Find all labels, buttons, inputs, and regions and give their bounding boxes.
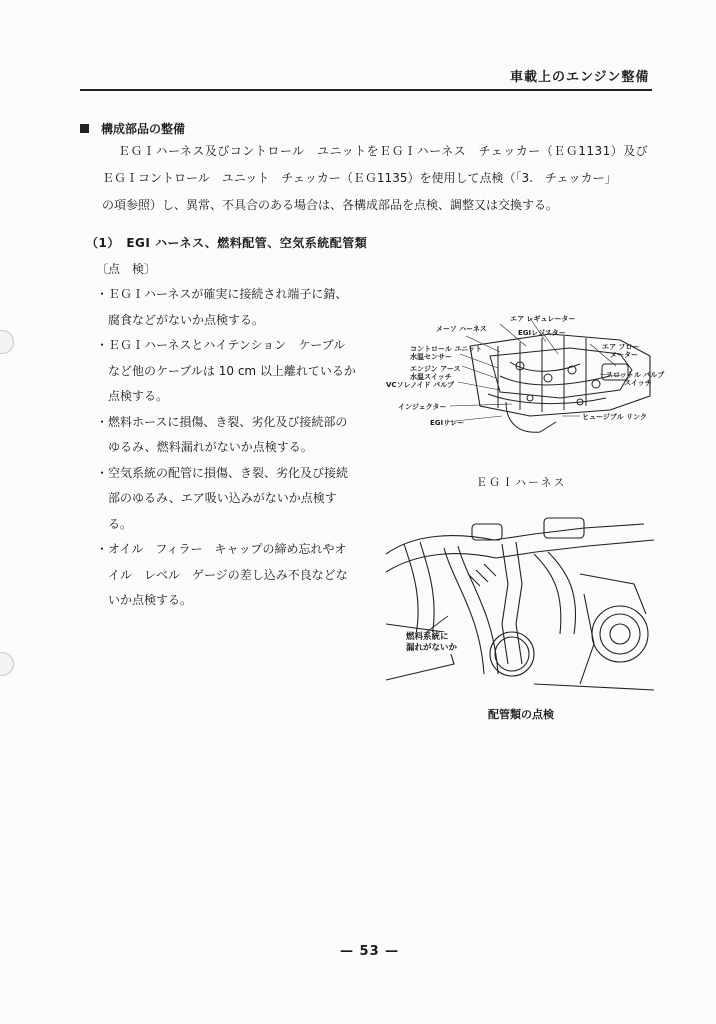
inspect-label: 〔点 検〕	[96, 262, 157, 276]
square-bullet-icon	[80, 124, 89, 133]
paragraph-line: ＥＧＩハーネス及びコントロール ユニットをＥＧＩハーネス チェッカー（ＥＧ1131）及び	[118, 144, 649, 158]
label-injector: インジェクター	[398, 403, 447, 411]
list-line: ・燃料ホースに損傷、き裂、劣化及び接続部の	[96, 414, 348, 429]
piping-inspection-figure	[384, 514, 656, 700]
inspection-list	[96, 282, 376, 614]
label-water-temp-sensor: 水温センサー	[410, 353, 452, 361]
label-throttle-valve-1: スロットル バルブ	[606, 371, 665, 379]
label-throttle-valve-2: スイッチ	[624, 379, 652, 387]
section-heading	[80, 120, 185, 137]
list-line: る。	[96, 516, 133, 531]
label-fusible-link: ヒュージブル リンク	[582, 413, 647, 421]
figure2-caption: 配管類の点検	[488, 708, 554, 721]
list-line: イル レベル ゲージの差し込み不良などな	[96, 567, 348, 582]
callout-fuel-1: 燃料系統に	[406, 632, 449, 642]
label-vc-solenoid-valve: VCソレノイド バルブ	[386, 381, 455, 389]
list-line: 部のゆるみ、エア吸い込みがないか点検す	[96, 491, 337, 505]
list-line: ・オイル フィラー キャップの締め忘れやオ	[96, 542, 347, 556]
list-line: ・空気系統の配管に損傷、き裂、劣化及び接続	[96, 465, 349, 480]
list-line: ・ＥＧＩハーネスとハイテンション ケーブル	[96, 338, 346, 352]
list-line: など他のケーブルは 10 cm 以上離れているか	[96, 363, 356, 378]
label-air-regulator: エア レギュレーター	[510, 315, 576, 323]
list-line: ・ＥＧＩハーネスが確実に接続され端子に錆、	[96, 287, 348, 301]
egi-harness-figure	[370, 306, 665, 446]
list-line: 腐食などがないか点検する。	[96, 312, 265, 327]
subsection-heading: （1） EGI ハーネス、燃料配管、空気系統配管類	[86, 236, 368, 250]
label-main-harness: メーソ ハーネス	[436, 325, 487, 333]
callout-fuel-2: 漏れがないか	[406, 643, 458, 653]
section-heading-text: 構成部品の整備	[101, 122, 186, 136]
label-engine-ground: エンジン アース	[410, 365, 461, 373]
piping-drawing	[384, 514, 656, 700]
list-line: ゆるみ、燃料漏れがないか点検する。	[96, 440, 313, 454]
section-paragraph	[102, 138, 662, 219]
label-control-unit: コントロール ユニット	[410, 345, 483, 353]
binder-hole-bottom	[0, 652, 14, 676]
binder-hole-top	[0, 330, 14, 354]
page-header-title: 車載上のエンジン整備	[510, 70, 650, 85]
label-egi-resistor: EGIレジスター	[518, 329, 566, 337]
paragraph-line: の項参照）し、異常、不具合のある場合は、各構成部品を点検、調整又は交換する。	[102, 198, 559, 212]
label-egi-relay: EGIリレー	[430, 419, 465, 427]
page-number: — 53 —	[340, 944, 400, 959]
list-line: いか点検する。	[96, 593, 193, 607]
header-rule	[80, 89, 652, 91]
paragraph-line: ＥＧＩコントロール ユニット チェッカー（ＥＧ1135）を使用して点検（「3. チェッカー」	[102, 171, 617, 185]
list-line: 点検する。	[96, 389, 169, 403]
label-air-flow-meter-1: エア フロー	[602, 343, 640, 351]
figure1-caption: ＥＧＩハーネス	[476, 476, 567, 489]
label-air-flow-meter-2: メーター	[610, 351, 638, 359]
label-water-temp-switch: 水温スイッチ	[410, 373, 452, 381]
